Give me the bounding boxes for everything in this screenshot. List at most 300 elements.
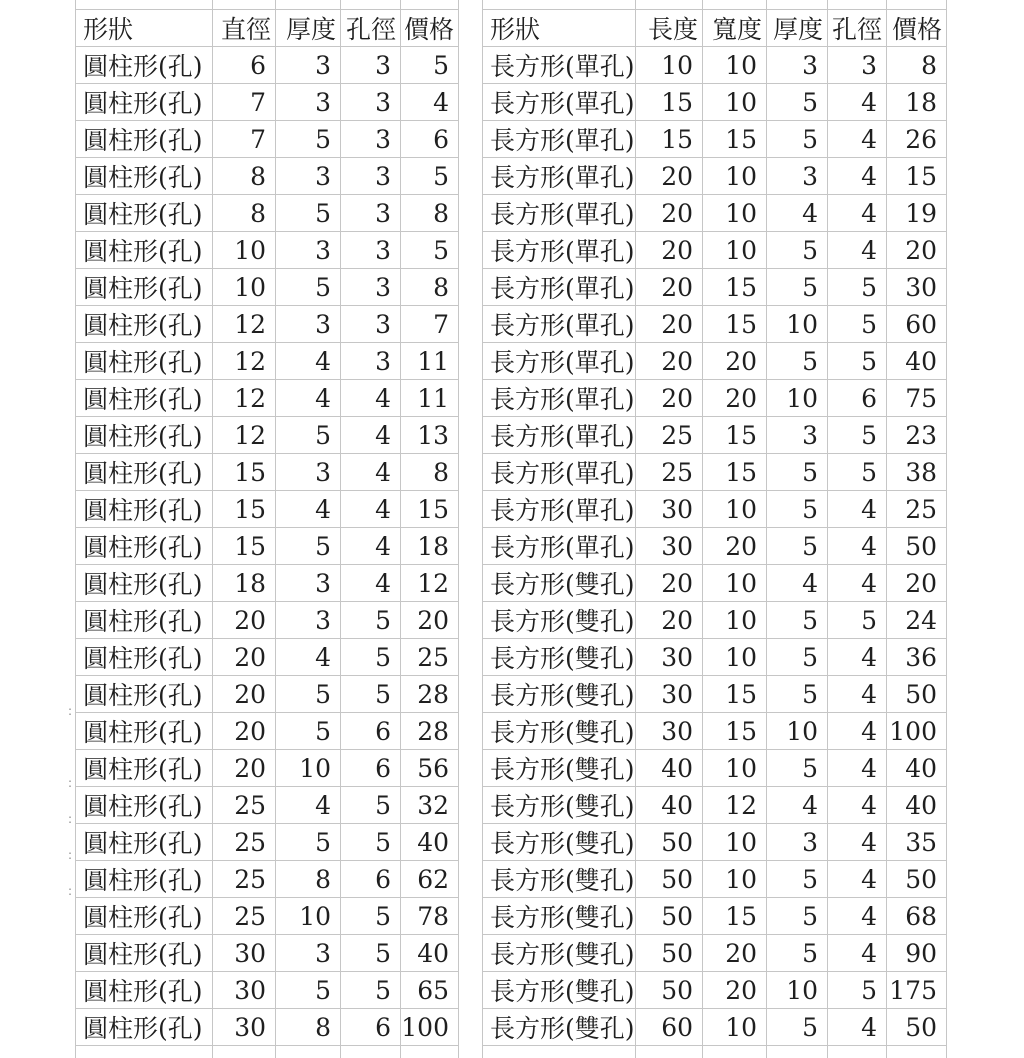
value-cell[interactable]: 40 <box>401 935 459 972</box>
value-cell[interactable]: 3 <box>276 602 341 639</box>
column-header[interactable]: 形狀 <box>483 10 636 47</box>
value-cell[interactable]: 8 <box>213 158 276 195</box>
shape-cell[interactable]: 長方形(單孔) <box>483 417 636 454</box>
value-cell[interactable]: 50 <box>636 972 703 1009</box>
value-cell[interactable]: 5 <box>767 454 828 491</box>
value-cell[interactable]: 4 <box>276 787 341 824</box>
value-cell[interactable]: 3 <box>341 121 401 158</box>
value-cell[interactable]: 3 <box>341 195 401 232</box>
shape-cell[interactable]: 圓柱形(孔) <box>76 306 213 343</box>
shape-cell[interactable]: 長方形(雙孔) <box>483 713 636 750</box>
value-cell[interactable]: 3 <box>828 47 887 84</box>
value-cell[interactable]: 5 <box>767 676 828 713</box>
value-cell[interactable]: 4 <box>828 195 887 232</box>
value-cell[interactable]: 15 <box>213 528 276 565</box>
value-cell[interactable]: 62 <box>401 861 459 898</box>
shape-cell[interactable]: 圓柱形(孔) <box>76 565 213 602</box>
value-cell[interactable]: 4 <box>341 565 401 602</box>
value-cell[interactable]: 20 <box>636 232 703 269</box>
value-cell[interactable]: 5 <box>767 602 828 639</box>
value-cell[interactable]: 3 <box>341 84 401 121</box>
value-cell[interactable]: 5 <box>767 528 828 565</box>
value-cell[interactable]: 15 <box>703 269 767 306</box>
value-cell[interactable]: 90 <box>887 935 947 972</box>
value-cell[interactable]: 4 <box>767 195 828 232</box>
value-cell[interactable]: 30 <box>636 528 703 565</box>
value-cell[interactable]: 4 <box>828 713 887 750</box>
value-cell[interactable]: 4 <box>767 565 828 602</box>
value-cell[interactable]: 56 <box>401 750 459 787</box>
value-cell[interactable]: 20 <box>703 528 767 565</box>
value-cell[interactable]: 5 <box>341 972 401 1009</box>
value-cell[interactable]: 68 <box>887 898 947 935</box>
value-cell[interactable]: 10 <box>703 491 767 528</box>
value-cell[interactable]: 40 <box>401 824 459 861</box>
shape-cell[interactable]: 圓柱形(孔) <box>76 380 213 417</box>
value-cell[interactable]: 5 <box>341 787 401 824</box>
value-cell[interactable]: 20 <box>636 195 703 232</box>
shape-cell[interactable]: 圓柱形(孔) <box>76 47 213 84</box>
value-cell[interactable]: 25 <box>887 491 947 528</box>
value-cell[interactable]: 25 <box>213 898 276 935</box>
value-cell[interactable]: 15 <box>703 454 767 491</box>
value-cell[interactable]: 12 <box>213 380 276 417</box>
shape-cell[interactable]: 長方形(雙孔) <box>483 1009 636 1046</box>
value-cell[interactable]: 15 <box>213 454 276 491</box>
value-cell[interactable]: 25 <box>213 824 276 861</box>
value-cell[interactable]: 4 <box>828 898 887 935</box>
column-header[interactable]: 價格 <box>887 10 947 47</box>
value-cell[interactable]: 4 <box>341 417 401 454</box>
value-cell[interactable]: 5 <box>341 676 401 713</box>
value-cell[interactable]: 4 <box>767 787 828 824</box>
value-cell[interactable]: 15 <box>703 676 767 713</box>
value-cell[interactable]: 4 <box>401 84 459 121</box>
value-cell[interactable]: 3 <box>341 47 401 84</box>
value-cell[interactable]: 40 <box>887 787 947 824</box>
shape-cell[interactable]: 長方形(單孔) <box>483 306 636 343</box>
value-cell[interactable]: 11 <box>401 343 459 380</box>
value-cell[interactable]: 20 <box>636 158 703 195</box>
value-cell[interactable]: 4 <box>276 639 341 676</box>
value-cell[interactable]: 15 <box>213 491 276 528</box>
value-cell[interactable]: 4 <box>276 380 341 417</box>
column-header[interactable]: 孔徑 <box>341 10 401 47</box>
value-cell[interactable]: 28 <box>401 713 459 750</box>
value-cell[interactable]: 30 <box>636 713 703 750</box>
value-cell[interactable]: 35 <box>887 824 947 861</box>
value-cell[interactable]: 10 <box>703 232 767 269</box>
value-cell[interactable]: 5 <box>276 972 341 1009</box>
value-cell[interactable]: 10 <box>703 84 767 121</box>
value-cell[interactable]: 10 <box>767 306 828 343</box>
value-cell[interactable]: 13 <box>401 417 459 454</box>
column-header[interactable]: 厚度 <box>276 10 341 47</box>
value-cell[interactable]: 26 <box>887 121 947 158</box>
value-cell[interactable]: 78 <box>401 898 459 935</box>
value-cell[interactable]: 50 <box>636 824 703 861</box>
value-cell[interactable]: 10 <box>703 47 767 84</box>
shape-cell[interactable]: 圓柱形(孔) <box>76 232 213 269</box>
value-cell[interactable]: 10 <box>636 47 703 84</box>
shape-cell[interactable]: 長方形(雙孔) <box>483 824 636 861</box>
column-header[interactable]: 厚度 <box>767 10 828 47</box>
shape-cell[interactable]: 長方形(雙孔) <box>483 935 636 972</box>
value-cell[interactable]: 3 <box>276 232 341 269</box>
shape-cell[interactable]: 長方形(單孔) <box>483 380 636 417</box>
value-cell[interactable]: 5 <box>828 454 887 491</box>
value-cell[interactable]: 20 <box>703 343 767 380</box>
value-cell[interactable]: 4 <box>828 861 887 898</box>
value-cell[interactable]: 15 <box>887 158 947 195</box>
shape-cell[interactable]: 長方形(雙孔) <box>483 898 636 935</box>
value-cell[interactable]: 4 <box>828 232 887 269</box>
value-cell[interactable]: 65 <box>401 972 459 1009</box>
value-cell[interactable]: 10 <box>276 750 341 787</box>
shape-cell[interactable]: 長方形(雙孔) <box>483 639 636 676</box>
value-cell[interactable]: 6 <box>341 861 401 898</box>
value-cell[interactable]: 4 <box>341 491 401 528</box>
value-cell[interactable]: 20 <box>636 343 703 380</box>
value-cell[interactable]: 3 <box>276 158 341 195</box>
value-cell[interactable]: 3 <box>767 158 828 195</box>
value-cell[interactable]: 4 <box>341 528 401 565</box>
value-cell[interactable]: 40 <box>636 750 703 787</box>
shape-cell[interactable]: 圓柱形(孔) <box>76 269 213 306</box>
value-cell[interactable]: 3 <box>341 306 401 343</box>
value-cell[interactable]: 4 <box>276 343 341 380</box>
value-cell[interactable]: 5 <box>767 750 828 787</box>
value-cell[interactable]: 10 <box>703 565 767 602</box>
value-cell[interactable]: 50 <box>636 861 703 898</box>
value-cell[interactable]: 4 <box>828 84 887 121</box>
column-header[interactable]: 孔徑 <box>828 10 887 47</box>
shape-cell[interactable]: 圓柱形(孔) <box>76 676 213 713</box>
value-cell[interactable]: 10 <box>703 639 767 676</box>
value-cell[interactable]: 5 <box>828 972 887 1009</box>
value-cell[interactable]: 3 <box>276 935 341 972</box>
value-cell[interactable]: 5 <box>828 306 887 343</box>
value-cell[interactable]: 5 <box>767 84 828 121</box>
shape-cell[interactable]: 圓柱形(孔) <box>76 750 213 787</box>
value-cell[interactable]: 20 <box>636 380 703 417</box>
value-cell[interactable]: 30 <box>213 1009 276 1046</box>
shape-cell[interactable]: 圓柱形(孔) <box>76 824 213 861</box>
column-header[interactable]: 直徑 <box>213 10 276 47</box>
shape-cell[interactable]: 圓柱形(孔) <box>76 1009 213 1046</box>
value-cell[interactable]: 10 <box>703 602 767 639</box>
shape-cell[interactable]: 圓柱形(孔) <box>76 639 213 676</box>
shape-cell[interactable]: 圓柱形(孔) <box>76 602 213 639</box>
value-cell[interactable]: 5 <box>401 47 459 84</box>
value-cell[interactable]: 3 <box>341 343 401 380</box>
value-cell[interactable]: 25 <box>213 787 276 824</box>
value-cell[interactable]: 75 <box>887 380 947 417</box>
shape-cell[interactable]: 長方形(雙孔) <box>483 750 636 787</box>
value-cell[interactable]: 10 <box>703 861 767 898</box>
value-cell[interactable]: 8 <box>213 195 276 232</box>
value-cell[interactable]: 5 <box>828 417 887 454</box>
value-cell[interactable]: 8 <box>401 269 459 306</box>
shape-cell[interactable]: 長方形(雙孔) <box>483 787 636 824</box>
shape-cell[interactable]: 長方形(單孔) <box>483 195 636 232</box>
value-cell[interactable]: 28 <box>401 676 459 713</box>
value-cell[interactable]: 5 <box>341 898 401 935</box>
value-cell[interactable]: 8 <box>401 454 459 491</box>
value-cell[interactable]: 15 <box>636 121 703 158</box>
value-cell[interactable]: 3 <box>341 158 401 195</box>
column-header[interactable]: 寬度 <box>703 10 767 47</box>
value-cell[interactable]: 3 <box>341 232 401 269</box>
value-cell[interactable]: 5 <box>767 491 828 528</box>
value-cell[interactable]: 5 <box>767 1009 828 1046</box>
value-cell[interactable]: 20 <box>636 602 703 639</box>
value-cell[interactable]: 5 <box>276 824 341 861</box>
shape-cell[interactable]: 長方形(單孔) <box>483 121 636 158</box>
value-cell[interactable]: 40 <box>887 343 947 380</box>
value-cell[interactable]: 4 <box>828 565 887 602</box>
value-cell[interactable]: 5 <box>276 417 341 454</box>
shape-cell[interactable]: 長方形(單孔) <box>483 232 636 269</box>
shape-cell[interactable]: 長方形(單孔) <box>483 491 636 528</box>
value-cell[interactable]: 30 <box>636 491 703 528</box>
value-cell[interactable]: 15 <box>636 84 703 121</box>
value-cell[interactable]: 4 <box>828 787 887 824</box>
value-cell[interactable]: 50 <box>887 861 947 898</box>
value-cell[interactable]: 5 <box>767 935 828 972</box>
value-cell[interactable]: 4 <box>276 491 341 528</box>
value-cell[interactable]: 10 <box>703 158 767 195</box>
value-cell[interactable]: 4 <box>828 935 887 972</box>
shape-cell[interactable]: 圓柱形(孔) <box>76 898 213 935</box>
value-cell[interactable]: 6 <box>341 750 401 787</box>
shape-cell[interactable]: 圓柱形(孔) <box>76 158 213 195</box>
shape-cell[interactable]: 長方形(雙孔) <box>483 676 636 713</box>
value-cell[interactable]: 25 <box>401 639 459 676</box>
value-cell[interactable]: 3 <box>767 417 828 454</box>
value-cell[interactable]: 5 <box>767 232 828 269</box>
shape-cell[interactable]: 圓柱形(孔) <box>76 972 213 1009</box>
value-cell[interactable]: 5 <box>767 343 828 380</box>
value-cell[interactable]: 10 <box>767 380 828 417</box>
value-cell[interactable]: 5 <box>767 898 828 935</box>
value-cell[interactable]: 5 <box>276 121 341 158</box>
value-cell[interactable]: 5 <box>276 528 341 565</box>
value-cell[interactable]: 5 <box>276 195 341 232</box>
column-header[interactable]: 價格 <box>401 10 459 47</box>
value-cell[interactable]: 38 <box>887 454 947 491</box>
value-cell[interactable]: 20 <box>703 935 767 972</box>
value-cell[interactable]: 5 <box>828 602 887 639</box>
value-cell[interactable]: 20 <box>636 269 703 306</box>
value-cell[interactable]: 10 <box>276 898 341 935</box>
value-cell[interactable]: 5 <box>341 935 401 972</box>
value-cell[interactable]: 10 <box>703 195 767 232</box>
value-cell[interactable]: 8 <box>276 861 341 898</box>
value-cell[interactable]: 15 <box>703 121 767 158</box>
value-cell[interactable]: 20 <box>636 306 703 343</box>
value-cell[interactable]: 7 <box>401 306 459 343</box>
shape-cell[interactable]: 圓柱形(孔) <box>76 195 213 232</box>
value-cell[interactable]: 6 <box>828 380 887 417</box>
value-cell[interactable]: 5 <box>767 639 828 676</box>
value-cell[interactable]: 20 <box>887 565 947 602</box>
shape-cell[interactable]: 圓柱形(孔) <box>76 417 213 454</box>
value-cell[interactable]: 6 <box>341 713 401 750</box>
value-cell[interactable]: 15 <box>703 306 767 343</box>
value-cell[interactable]: 5 <box>341 824 401 861</box>
value-cell[interactable]: 60 <box>887 306 947 343</box>
value-cell[interactable]: 20 <box>213 676 276 713</box>
value-cell[interactable]: 5 <box>401 158 459 195</box>
value-cell[interactable]: 20 <box>213 639 276 676</box>
value-cell[interactable]: 10 <box>703 750 767 787</box>
value-cell[interactable]: 4 <box>828 158 887 195</box>
shape-cell[interactable]: 圓柱形(孔) <box>76 528 213 565</box>
shape-cell[interactable]: 圓柱形(孔) <box>76 454 213 491</box>
value-cell[interactable]: 5 <box>276 269 341 306</box>
value-cell[interactable]: 3 <box>767 47 828 84</box>
value-cell[interactable]: 20 <box>213 602 276 639</box>
value-cell[interactable]: 8 <box>401 195 459 232</box>
value-cell[interactable]: 30 <box>213 935 276 972</box>
value-cell[interactable]: 18 <box>887 84 947 121</box>
value-cell[interactable]: 20 <box>401 602 459 639</box>
value-cell[interactable]: 5 <box>767 121 828 158</box>
value-cell[interactable]: 15 <box>401 491 459 528</box>
value-cell[interactable]: 6 <box>213 47 276 84</box>
value-cell[interactable]: 5 <box>828 343 887 380</box>
value-cell[interactable]: 7 <box>213 121 276 158</box>
value-cell[interactable]: 30 <box>213 972 276 1009</box>
value-cell[interactable]: 4 <box>341 454 401 491</box>
value-cell[interactable]: 50 <box>887 528 947 565</box>
value-cell[interactable]: 20 <box>213 750 276 787</box>
value-cell[interactable]: 8 <box>276 1009 341 1046</box>
shape-cell[interactable]: 長方形(單孔) <box>483 158 636 195</box>
value-cell[interactable]: 20 <box>703 380 767 417</box>
value-cell[interactable]: 100 <box>887 713 947 750</box>
value-cell[interactable]: 20 <box>213 713 276 750</box>
value-cell[interactable]: 4 <box>828 1009 887 1046</box>
shape-cell[interactable]: 長方形(雙孔) <box>483 565 636 602</box>
shape-cell[interactable]: 圓柱形(孔) <box>76 861 213 898</box>
value-cell[interactable]: 60 <box>636 1009 703 1046</box>
value-cell[interactable]: 3 <box>767 824 828 861</box>
value-cell[interactable]: 3 <box>276 565 341 602</box>
value-cell[interactable]: 50 <box>636 935 703 972</box>
value-cell[interactable]: 50 <box>887 676 947 713</box>
value-cell[interactable]: 11 <box>401 380 459 417</box>
value-cell[interactable]: 4 <box>828 528 887 565</box>
value-cell[interactable]: 12 <box>213 417 276 454</box>
value-cell[interactable]: 30 <box>636 639 703 676</box>
value-cell[interactable]: 4 <box>828 676 887 713</box>
shape-cell[interactable]: 長方形(單孔) <box>483 343 636 380</box>
shape-cell[interactable]: 圓柱形(孔) <box>76 84 213 121</box>
shape-cell[interactable]: 長方形(雙孔) <box>483 972 636 1009</box>
shape-cell[interactable]: 圓柱形(孔) <box>76 121 213 158</box>
shape-cell[interactable]: 圓柱形(孔) <box>76 343 213 380</box>
value-cell[interactable]: 12 <box>213 306 276 343</box>
value-cell[interactable]: 4 <box>828 491 887 528</box>
value-cell[interactable]: 5 <box>828 269 887 306</box>
shape-cell[interactable]: 長方形(單孔) <box>483 454 636 491</box>
value-cell[interactable]: 5 <box>276 676 341 713</box>
value-cell[interactable]: 4 <box>828 121 887 158</box>
value-cell[interactable]: 4 <box>828 824 887 861</box>
value-cell[interactable]: 50 <box>636 898 703 935</box>
value-cell[interactable]: 25 <box>636 454 703 491</box>
column-header[interactable]: 長度 <box>636 10 703 47</box>
value-cell[interactable]: 5 <box>767 269 828 306</box>
value-cell[interactable]: 3 <box>276 84 341 121</box>
shape-cell[interactable]: 長方形(單孔) <box>483 47 636 84</box>
value-cell[interactable]: 10 <box>703 824 767 861</box>
value-cell[interactable]: 12 <box>401 565 459 602</box>
shape-cell[interactable]: 圓柱形(孔) <box>76 787 213 824</box>
value-cell[interactable]: 10 <box>703 1009 767 1046</box>
value-cell[interactable]: 15 <box>703 713 767 750</box>
value-cell[interactable]: 10 <box>767 713 828 750</box>
value-cell[interactable]: 6 <box>341 1009 401 1046</box>
value-cell[interactable]: 15 <box>703 898 767 935</box>
shape-cell[interactable]: 圓柱形(孔) <box>76 713 213 750</box>
value-cell[interactable]: 4 <box>341 380 401 417</box>
shape-cell[interactable]: 長方形(雙孔) <box>483 861 636 898</box>
value-cell[interactable]: 23 <box>887 417 947 454</box>
shape-cell[interactable]: 圓柱形(孔) <box>76 491 213 528</box>
value-cell[interactable]: 15 <box>703 417 767 454</box>
shape-cell[interactable]: 長方形(單孔) <box>483 269 636 306</box>
value-cell[interactable]: 40 <box>887 750 947 787</box>
value-cell[interactable]: 20 <box>703 972 767 1009</box>
value-cell[interactable]: 100 <box>401 1009 459 1046</box>
value-cell[interactable]: 4 <box>828 750 887 787</box>
value-cell[interactable]: 30 <box>887 269 947 306</box>
value-cell[interactable]: 3 <box>341 269 401 306</box>
value-cell[interactable]: 7 <box>213 84 276 121</box>
value-cell[interactable]: 18 <box>401 528 459 565</box>
value-cell[interactable]: 4 <box>828 639 887 676</box>
shape-cell[interactable]: 長方形(雙孔) <box>483 602 636 639</box>
value-cell[interactable]: 5 <box>401 232 459 269</box>
value-cell[interactable]: 6 <box>401 121 459 158</box>
value-cell[interactable]: 10 <box>213 232 276 269</box>
value-cell[interactable]: 19 <box>887 195 947 232</box>
value-cell[interactable]: 10 <box>767 972 828 1009</box>
value-cell[interactable]: 50 <box>887 1009 947 1046</box>
value-cell[interactable]: 24 <box>887 602 947 639</box>
value-cell[interactable]: 3 <box>276 47 341 84</box>
value-cell[interactable]: 5 <box>276 713 341 750</box>
value-cell[interactable]: 12 <box>213 343 276 380</box>
value-cell[interactable]: 20 <box>887 232 947 269</box>
value-cell[interactable]: 18 <box>213 565 276 602</box>
shape-cell[interactable]: 圓柱形(孔) <box>76 935 213 972</box>
value-cell[interactable]: 30 <box>636 676 703 713</box>
shape-cell[interactable]: 長方形(單孔) <box>483 528 636 565</box>
value-cell[interactable]: 3 <box>276 306 341 343</box>
value-cell[interactable]: 25 <box>213 861 276 898</box>
value-cell[interactable]: 5 <box>341 602 401 639</box>
value-cell[interactable]: 32 <box>401 787 459 824</box>
value-cell[interactable]: 5 <box>341 639 401 676</box>
column-header[interactable]: 形狀 <box>76 10 213 47</box>
value-cell[interactable]: 8 <box>887 47 947 84</box>
value-cell[interactable]: 175 <box>887 972 947 1009</box>
value-cell[interactable]: 5 <box>767 861 828 898</box>
